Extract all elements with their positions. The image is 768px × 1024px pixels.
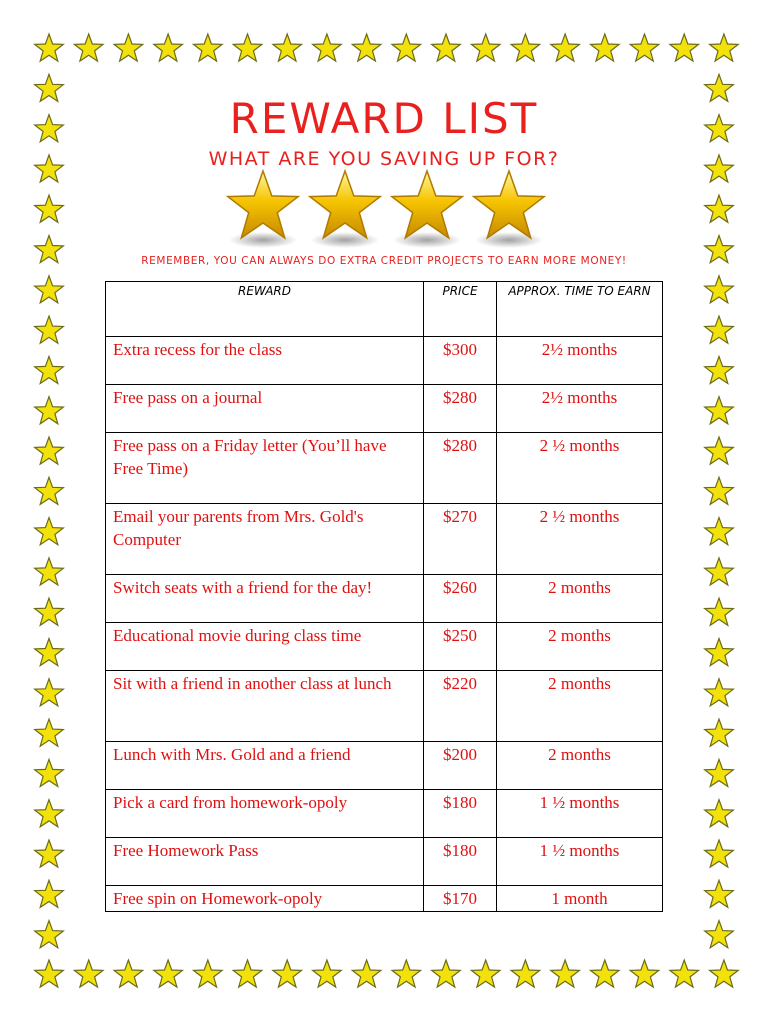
reward-cell: Lunch with Mrs. Gold and a friend — [106, 742, 424, 790]
header-time: APPROX. TIME TO EARN — [497, 282, 663, 337]
price-cell: $280 — [424, 433, 497, 504]
border-star-icon — [35, 880, 64, 907]
table-row — [106, 575, 663, 623]
border-star-icon — [591, 960, 620, 987]
border-star-icon — [233, 34, 262, 61]
border-star-icon — [710, 34, 739, 61]
table-row — [106, 790, 663, 838]
time-cell: 2½ months — [497, 385, 663, 433]
border-star-icon — [273, 960, 302, 987]
border-star-icon — [35, 34, 64, 61]
border-star-icon — [35, 921, 64, 948]
border-star-icon — [670, 34, 699, 61]
reward-cell: Free spin on Homework-opoly — [106, 886, 424, 912]
star-shadow — [229, 232, 297, 248]
page-subtitle: WHAT ARE YOU SAVING UP FOR? — [208, 148, 560, 170]
border-star-icon — [705, 316, 734, 343]
reward-cell: Email your parents from Mrs. Gold's Computer — [106, 504, 424, 575]
time-cell: 2 months — [497, 623, 663, 671]
border-star-icon — [114, 960, 143, 987]
table-row — [106, 671, 663, 742]
extra-credit-note: REMEMBER, YOU CAN ALWAYS DO EXTRA CREDIT PROJECTS TO EARN MORE MONEY! — [141, 255, 627, 267]
border-star-icon — [705, 840, 734, 867]
border-star-icon — [35, 316, 64, 343]
border-star-icon — [705, 679, 734, 706]
reward-cell: Free Homework Pass — [106, 838, 424, 886]
time-cell: 1 ½ months — [497, 790, 663, 838]
border-star-icon — [705, 558, 734, 585]
border-star-icon — [194, 34, 223, 61]
price-cell: $170 — [424, 886, 497, 912]
border-star-icon — [74, 34, 103, 61]
border-star-icon — [35, 800, 64, 827]
table-row — [106, 838, 663, 886]
border-star-icon — [551, 960, 580, 987]
table-row — [106, 623, 663, 671]
border-star-icon — [35, 397, 64, 424]
reward-cell: Educational movie during class time — [106, 623, 424, 671]
border-star-icon — [705, 921, 734, 948]
border-star-icon — [35, 437, 64, 464]
table-row — [106, 385, 663, 433]
border-star-icon — [35, 558, 64, 585]
time-cell: 1 ½ months — [497, 838, 663, 886]
price-cell: $220 — [424, 671, 497, 742]
border-star-icon — [705, 880, 734, 907]
border-star-icon — [705, 719, 734, 746]
reward-cell: Pick a card from homework-opoly — [106, 790, 424, 838]
star-shadow — [393, 232, 461, 248]
border-star-icon — [432, 34, 461, 61]
border-star-icon — [154, 960, 183, 987]
price-cell: $300 — [424, 337, 497, 385]
border-star-icon — [511, 34, 540, 61]
border-star-icon — [392, 960, 421, 987]
table-row — [106, 337, 663, 385]
border-star-icon — [705, 437, 734, 464]
border-star-icon — [114, 34, 143, 61]
border-star-icon — [35, 759, 64, 786]
border-star-icon — [705, 276, 734, 303]
border-star-icon — [670, 960, 699, 987]
price-cell: $250 — [424, 623, 497, 671]
border-star-icon — [194, 960, 223, 987]
price-cell: $200 — [424, 742, 497, 790]
border-star-icon — [705, 477, 734, 504]
border-star-icon — [511, 960, 540, 987]
border-star-icon — [705, 356, 734, 383]
border-star-icon — [35, 598, 64, 625]
time-cell: 2 months — [497, 671, 663, 742]
table-row — [106, 886, 663, 912]
border-star-icon — [705, 639, 734, 666]
border-star-icon — [35, 195, 64, 222]
reward-cell: Extra recess for the class — [106, 337, 424, 385]
reward-cell: Sit with a friend in another class at lunch — [106, 671, 424, 742]
table-header-row — [106, 282, 663, 337]
border-star-icon — [74, 960, 103, 987]
border-star-icon — [233, 960, 262, 987]
border-star-icon — [630, 960, 659, 987]
time-cell: 1 month — [497, 886, 663, 912]
gold-star-icon — [310, 171, 380, 238]
border-star-icon — [471, 960, 500, 987]
border-star-icon — [35, 276, 64, 303]
reward-cell: Free pass on a Friday letter (You’ll have Free Time) — [106, 433, 424, 504]
border-star-icon — [705, 518, 734, 545]
header-price: PRICE — [424, 282, 497, 337]
gold-star-icon — [228, 171, 298, 238]
time-cell: 2½ months — [497, 337, 663, 385]
time-cell: 2 months — [497, 575, 663, 623]
header-reward: REWARD — [106, 282, 424, 337]
table-row — [106, 433, 663, 504]
border-star-icon — [705, 800, 734, 827]
star-shadow — [475, 232, 543, 248]
star-shadow — [311, 232, 379, 248]
border-star-icon — [630, 34, 659, 61]
price-cell: $280 — [424, 385, 497, 433]
border-star-icon — [352, 34, 381, 61]
border-star-icon — [35, 719, 64, 746]
border-star-icon — [705, 195, 734, 222]
border-star-icon — [551, 34, 580, 61]
price-cell: $180 — [424, 790, 497, 838]
reward-table — [105, 281, 663, 912]
gold-star-icon — [392, 171, 462, 238]
border-star-icon — [432, 960, 461, 987]
price-cell: $270 — [424, 504, 497, 575]
table-row — [106, 504, 663, 575]
time-cell: 2 ½ months — [497, 433, 663, 504]
time-cell: 2 months — [497, 742, 663, 790]
reward-cell: Switch seats with a friend for the day! — [106, 575, 424, 623]
reward-cell: Free pass on a journal — [106, 385, 424, 433]
border-star-icon — [35, 679, 64, 706]
border-star-icon — [35, 960, 64, 987]
price-cell: $260 — [424, 575, 497, 623]
border-star-icon — [705, 759, 734, 786]
border-star-icon — [273, 34, 302, 61]
border-star-icon — [471, 34, 500, 61]
border-star-icon — [154, 34, 183, 61]
border-star-icon — [35, 356, 64, 383]
gold-star-icon — [474, 171, 544, 238]
border-star-icon — [392, 34, 421, 61]
border-star-icon — [35, 518, 64, 545]
page-title: REWARD LIST — [229, 94, 539, 143]
border-star-icon — [313, 960, 342, 987]
border-star-icon — [591, 34, 620, 61]
border-star-icon — [35, 477, 64, 504]
border-star-icon — [313, 34, 342, 61]
table-row — [106, 742, 663, 790]
time-cell: 2 ½ months — [497, 504, 663, 575]
border-star-icon — [705, 397, 734, 424]
border-star-icon — [710, 960, 739, 987]
gold-stars-icon — [222, 168, 552, 250]
border-star-icon — [35, 639, 64, 666]
border-star-icon — [705, 598, 734, 625]
border-star-icon — [35, 840, 64, 867]
border-star-icon — [352, 960, 381, 987]
price-cell: $180 — [424, 838, 497, 886]
